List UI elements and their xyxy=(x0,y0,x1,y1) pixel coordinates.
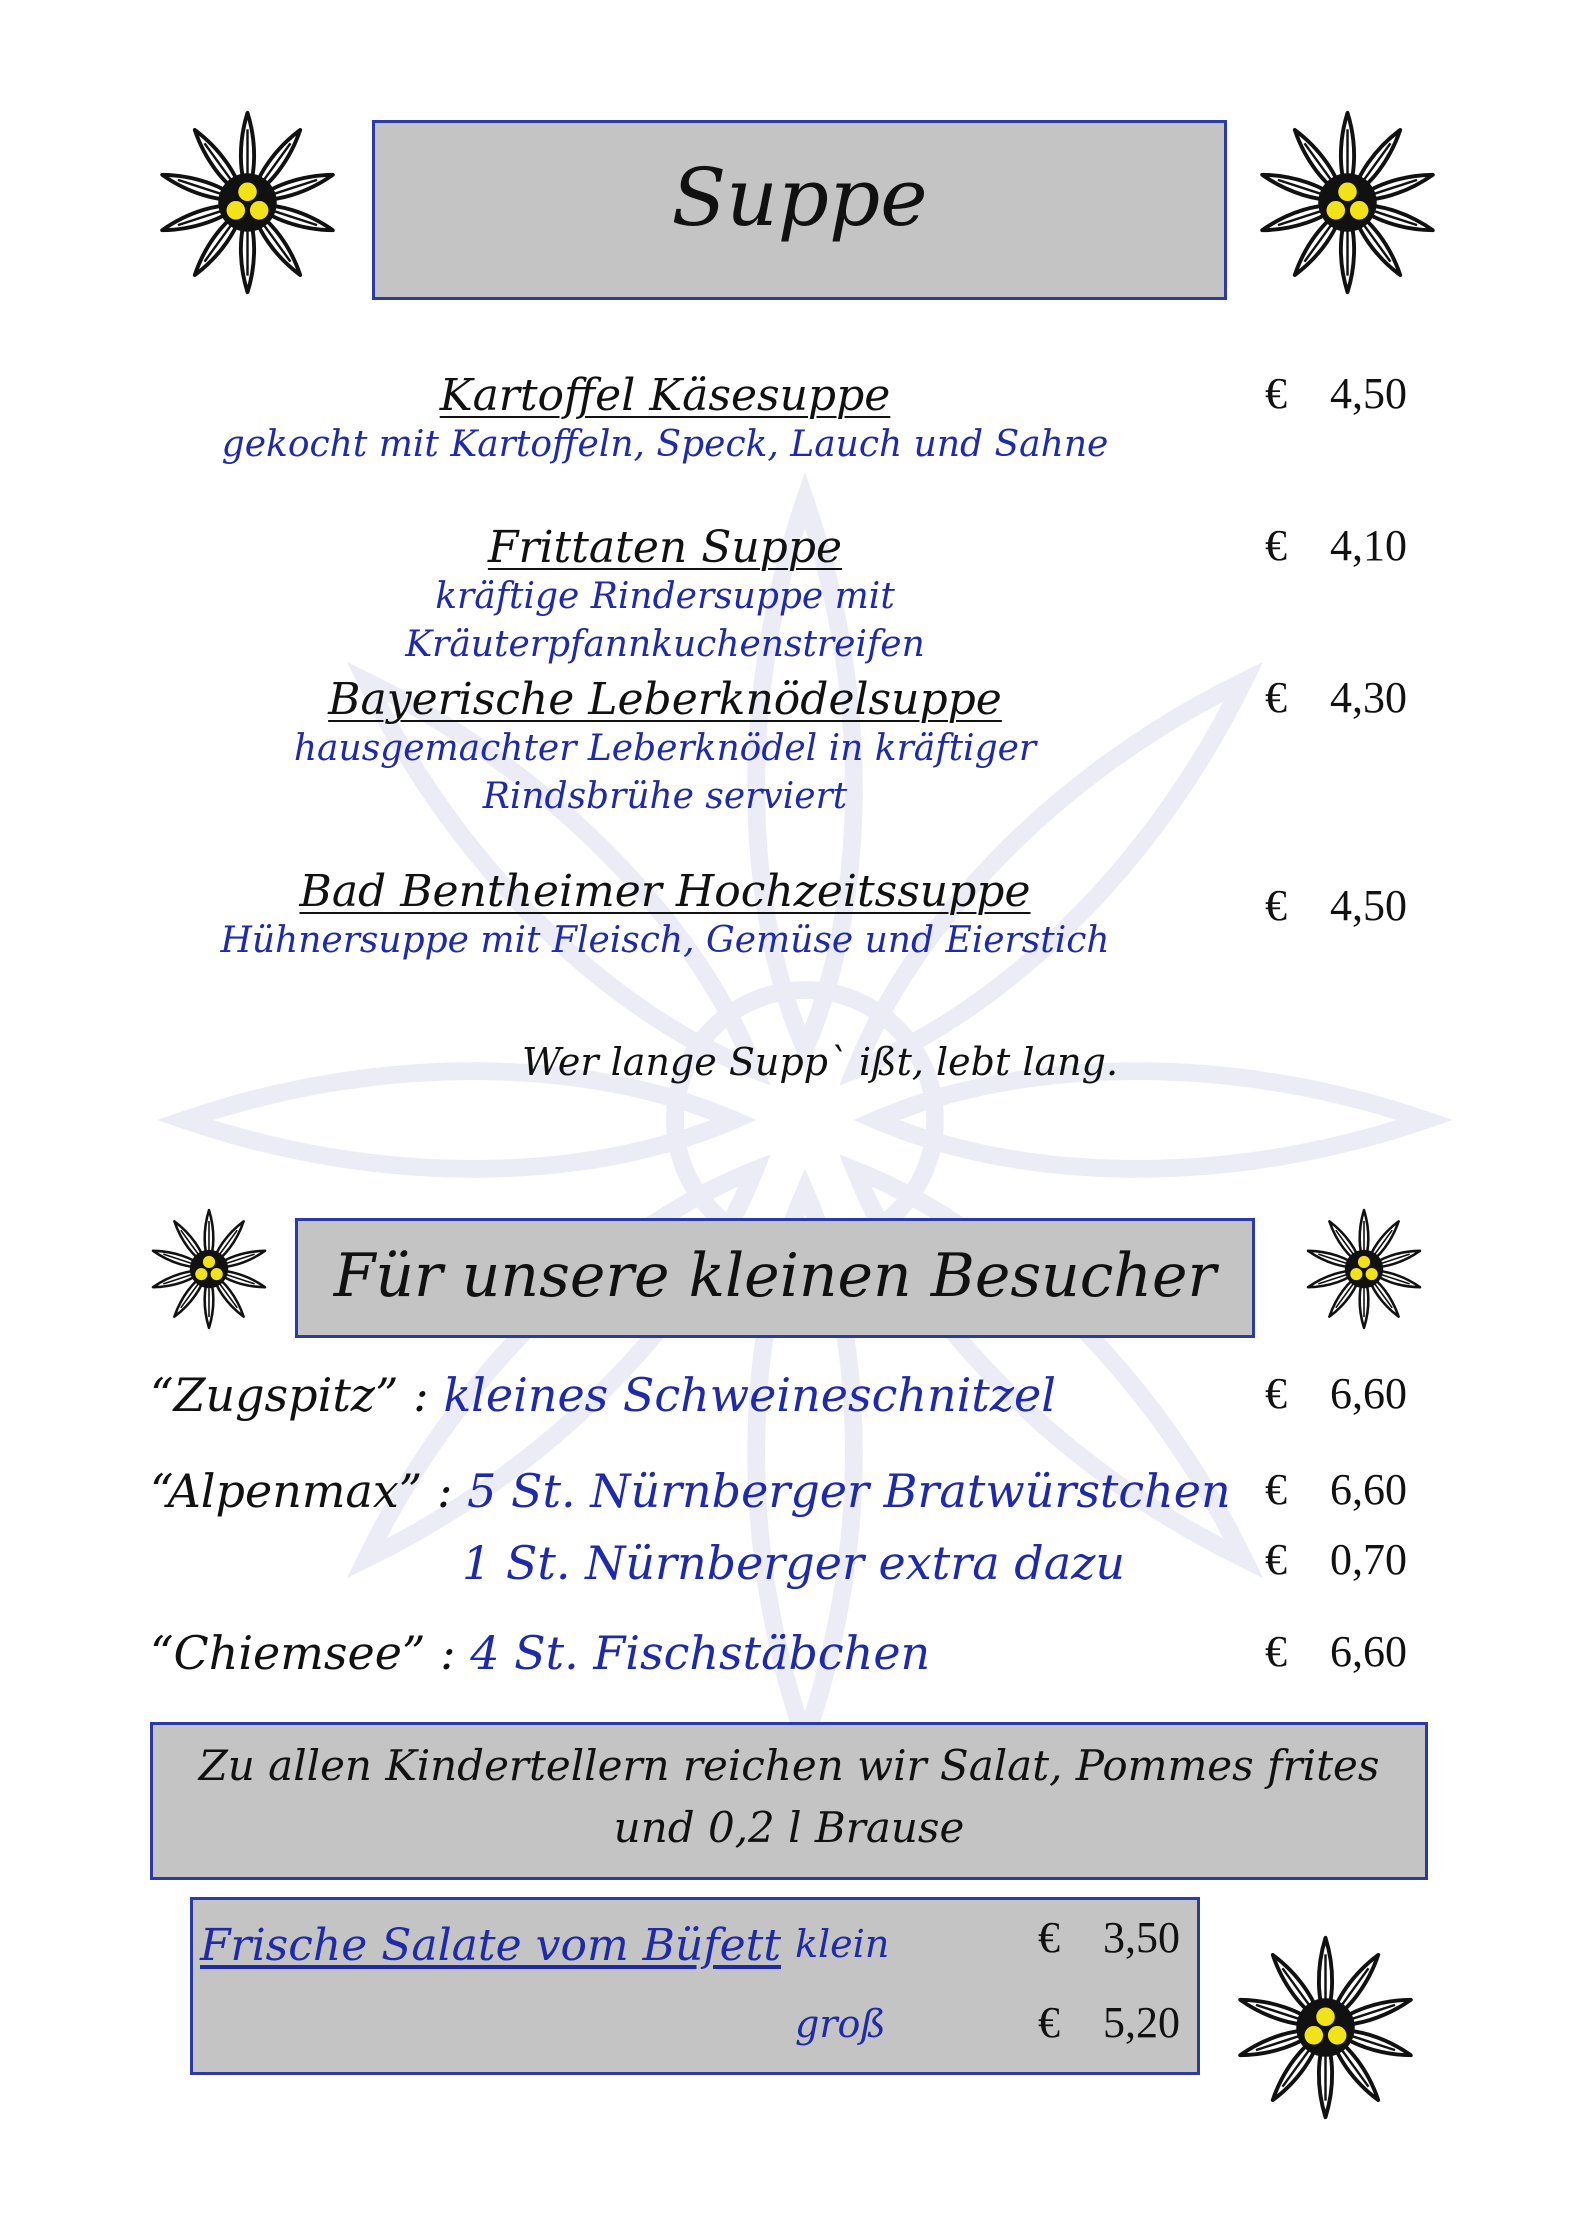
edelweiss-icon xyxy=(1228,1930,1423,2125)
dish-price: € 4,30 xyxy=(1265,673,1407,722)
kids-item-price: € 6,60 xyxy=(1265,1369,1407,1418)
kids-item-price: € 0,70 xyxy=(1265,1535,1407,1584)
kids-item-description: kleines Schweineschnitzel xyxy=(443,1368,1056,1422)
kids-title-box xyxy=(295,1218,1255,1338)
kids-item-extra: 1 St. Nürnberger extra dazu xyxy=(462,1536,1125,1590)
dish-item xyxy=(170,522,1160,669)
salad-title: Frische Salate vom Büfett xyxy=(200,1920,782,1971)
soup-section-title: Suppe xyxy=(671,151,928,244)
kids-item xyxy=(150,1368,1056,1422)
kids-item xyxy=(150,1464,1231,1518)
salad-size-label: groß xyxy=(795,2002,886,2046)
kids-item-name: “Alpenmax” : xyxy=(150,1464,453,1518)
kids-item-price: € 6,60 xyxy=(1265,1627,1407,1676)
salad-price: € 3,50 xyxy=(1038,1913,1180,1962)
salad-size-label: klein xyxy=(795,1922,890,1966)
edelweiss-icon xyxy=(150,105,345,300)
kids-item-name: “Chiemsee” : xyxy=(150,1626,456,1680)
kids-section-title: Für unsere kleinen Besucher xyxy=(333,1241,1217,1311)
kids-item-description: 5 St. Nürnberger Bratwürstchen xyxy=(467,1464,1231,1518)
dish-name: Bad Bentheimer Hochzeitssuppe xyxy=(299,866,1031,917)
dish-name: Frittaten Suppe xyxy=(487,522,843,573)
kids-item-description: 4 St. Fischstäbchen xyxy=(470,1626,931,1680)
dish-price: € 4,50 xyxy=(1265,369,1407,418)
edelweiss-icon xyxy=(1250,105,1445,300)
dish-item xyxy=(170,370,1160,469)
soup-title-box xyxy=(372,120,1227,300)
dish-price: € 4,10 xyxy=(1265,521,1407,570)
edelweiss-icon xyxy=(1300,1205,1428,1333)
dish-description: hausgemachter Leberknödel in kräftiger Rindsbrühe serviert xyxy=(293,728,1037,817)
edelweiss-icon xyxy=(145,1205,273,1333)
salad-price: € 5,20 xyxy=(1038,1998,1180,2047)
dish-name: Bayerische Leberknödelsuppe xyxy=(328,674,1002,725)
soup-quote: Wer lange Supp` ißt, lebt lang. xyxy=(521,1040,1119,1084)
kids-note-box xyxy=(150,1722,1428,1880)
dish-item xyxy=(170,866,1160,965)
kids-note: Zu allen Kindertellern reichen wir Salat, Pommes frites und 0,2 l Brause xyxy=(198,1741,1380,1852)
dish-description: kräftige Rindersuppe mit Kräuterpfannkuchenstreifen xyxy=(405,576,925,665)
dish-item xyxy=(170,674,1160,821)
kids-item-price: € 6,60 xyxy=(1265,1465,1407,1514)
kids-item xyxy=(150,1626,930,1680)
dish-price: € 4,50 xyxy=(1265,881,1407,930)
kids-item-name: “Zugspitz” : xyxy=(150,1368,429,1422)
dish-description: gekocht mit Kartoffeln, Speck, Lauch und Sahne xyxy=(221,424,1109,465)
dish-description: Hühnersuppe mit Fleisch, Gemüse und Eierstich xyxy=(220,920,1110,961)
dish-name: Kartoffel Käsesuppe xyxy=(439,370,891,421)
